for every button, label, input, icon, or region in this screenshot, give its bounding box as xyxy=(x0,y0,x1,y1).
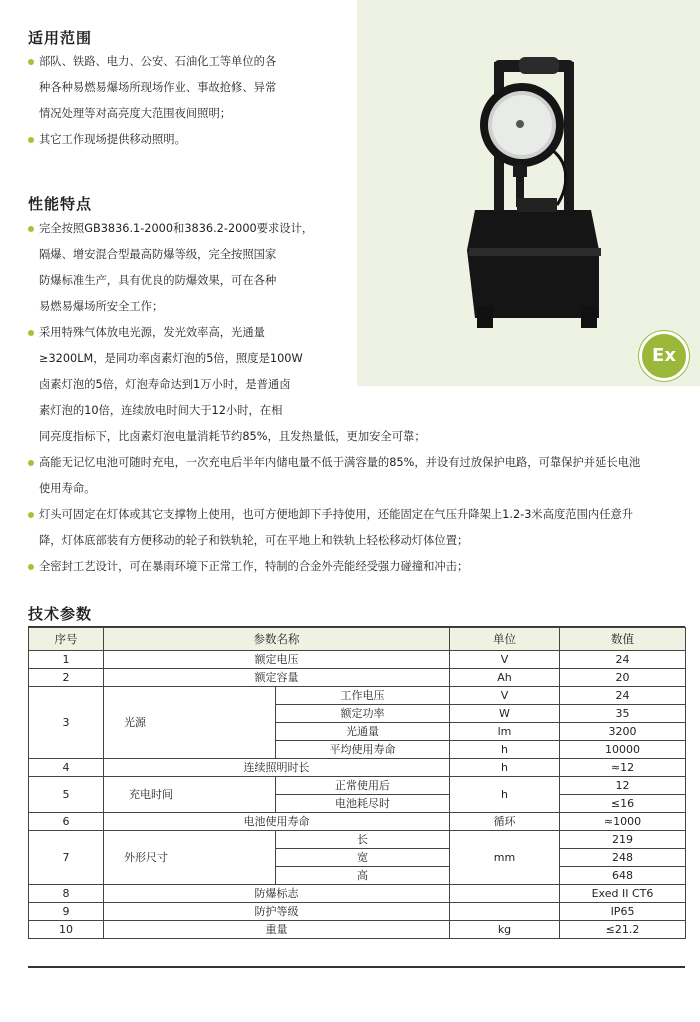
cell-no: 9 xyxy=(29,903,104,921)
bullet-icon xyxy=(28,564,34,570)
cell-value: 20 xyxy=(560,669,686,687)
feature-3-line-1: 高能无记忆电池可随时充电，一次充电后半年内储电量不低于满容量的85%，并设有过放保护电路，可靠保护并延长电池 xyxy=(39,456,641,469)
cell-unit: h xyxy=(450,759,560,777)
header-name: 参数名称 xyxy=(104,628,450,651)
feature-4-line-2: 降，灯体底部装有方便移动的轮子和铁轨轮，可在平地上和铁轨上轻松移动灯体位置； xyxy=(39,534,469,547)
cell-name: 防护等级 xyxy=(104,903,450,921)
cell-unit: 循环 xyxy=(450,813,560,831)
cell-name: 额定容量 xyxy=(104,669,450,687)
cell-value: 648 xyxy=(560,867,686,885)
cell-no: 6 xyxy=(29,813,104,831)
cell-value: ≈12 xyxy=(560,759,686,777)
feature-1-line-1: 完全按照GB3836.1-2000和3836.2-2000要求设计， xyxy=(39,222,314,235)
bullet-icon xyxy=(28,330,34,336)
ex-badge-label: Ex xyxy=(652,345,676,366)
cell-value: 12 xyxy=(560,777,686,795)
cell-unit: W xyxy=(450,705,560,723)
feature-2-line-2: ≥3200LM，是同功率卤素灯泡的5倍，照度是100W xyxy=(39,352,303,365)
cell-no: 8 xyxy=(29,885,104,903)
table-header-row xyxy=(29,628,686,651)
feature-1-line-4: 易燃易爆场所安全工作； xyxy=(39,300,164,313)
cell-unit: lm xyxy=(450,723,560,741)
table-row xyxy=(29,831,686,849)
cell-sub-name: 平均使用寿命 xyxy=(276,741,450,759)
feature-2-line-4: 素灯泡的10倍，连续放电时间大于12小时，在相 xyxy=(39,404,283,417)
scope-bullet-1-line-1: 部队、铁路、电力、公安、石油化工等单位的各 xyxy=(39,55,277,68)
table-row xyxy=(29,669,686,687)
cell-value: 35 xyxy=(560,705,686,723)
cell-unit xyxy=(450,903,560,921)
cell-no: 5 xyxy=(29,777,104,813)
cell-name: 额定电压 xyxy=(104,651,450,669)
cell-value: 3200 xyxy=(560,723,686,741)
scope-bullet-1-line-2: 种各种易燃易爆场所现场作业、事故抢修、异常 xyxy=(39,81,277,94)
bullet-icon xyxy=(28,460,34,466)
cell-group-name: 外形尺寸 xyxy=(104,831,276,885)
spec-table xyxy=(28,627,686,939)
cell-sub-name: 高 xyxy=(276,867,450,885)
features-heading: 性能特点 xyxy=(28,195,93,213)
cell-value: 219 xyxy=(560,831,686,849)
table-row xyxy=(29,759,686,777)
cell-sub-name: 额定功率 xyxy=(276,705,450,723)
feature-2-line-5: 同亮度指标下，比卤素灯泡电量消耗节约85%，且发热量低，更加安全可靠； xyxy=(39,430,426,443)
cell-unit: V xyxy=(450,651,560,669)
feature-2-line-3: 卤素灯泡的5倍，灯泡寿命达到1万小时，是普通卤 xyxy=(39,378,291,391)
table-row xyxy=(29,813,686,831)
feature-3-line-2: 使用寿命。 xyxy=(39,482,96,495)
header-value: 数值 xyxy=(560,628,686,651)
table-row xyxy=(29,921,686,939)
cell-sub-name: 宽 xyxy=(276,849,450,867)
table-row xyxy=(29,687,686,705)
specs-heading: 技术参数 xyxy=(28,605,93,623)
table-row xyxy=(29,651,686,669)
table-row xyxy=(29,885,686,903)
cell-name: 连续照明时长 xyxy=(104,759,450,777)
cell-value: 24 xyxy=(560,651,686,669)
cell-no: 3 xyxy=(29,687,104,759)
table-row xyxy=(29,777,686,795)
cell-value: ≤21.2 xyxy=(560,921,686,939)
cell-unit: V xyxy=(450,687,560,705)
scope-heading: 适用范围 xyxy=(28,29,93,47)
cell-group-name: 光源 xyxy=(104,687,276,759)
explosion-proof-lamp-image xyxy=(357,0,700,386)
bullet-icon xyxy=(28,59,34,65)
cell-name: 重量 xyxy=(104,921,450,939)
cell-group-name: 充电时间 xyxy=(104,777,276,813)
cell-sub-name: 电池耗尽时 xyxy=(276,795,450,813)
feature-5-line-1: 全密封工艺设计，可在暴雨环境下正常工作，特制的合金外壳能经受强力碰撞和冲击； xyxy=(39,560,469,573)
ex-badge xyxy=(639,331,689,381)
product-photo-panel xyxy=(357,0,700,386)
feature-2-line-1: 采用特殊气体放电光源，发光效率高，光通量 xyxy=(39,326,265,339)
feature-1-line-3: 防爆标准生产，具有优良的防爆效果，可在各种 xyxy=(39,274,277,287)
cell-value: 10000 xyxy=(560,741,686,759)
bullet-icon xyxy=(28,512,34,518)
cell-unit: kg xyxy=(450,921,560,939)
cell-value: ≈1000 xyxy=(560,813,686,831)
cell-unit: Ah xyxy=(450,669,560,687)
cell-unit: mm xyxy=(450,831,560,885)
cell-unit: h xyxy=(450,741,560,759)
cell-unit: h xyxy=(450,777,560,813)
cell-unit xyxy=(450,885,560,903)
cell-value: 248 xyxy=(560,849,686,867)
table-row xyxy=(29,903,686,921)
cell-no: 4 xyxy=(29,759,104,777)
bullet-icon xyxy=(28,226,34,232)
cell-sub-name: 工作电压 xyxy=(276,687,450,705)
scope-bullet-2-line-1: 其它工作现场提供移动照明。 xyxy=(39,133,186,146)
bullet-icon xyxy=(28,137,34,143)
cell-no: 10 xyxy=(29,921,104,939)
cell-sub-name: 光通量 xyxy=(276,723,450,741)
table-bottom-rule xyxy=(28,966,685,968)
cell-name: 电池使用寿命 xyxy=(104,813,450,831)
cell-sub-name: 正常使用后 xyxy=(276,777,450,795)
cell-value: ≤16 xyxy=(560,795,686,813)
cell-no: 7 xyxy=(29,831,104,885)
header-unit: 单位 xyxy=(450,628,560,651)
scope-bullet-1-line-3: 情况处理等对高亮度大范围夜间照明； xyxy=(39,107,232,120)
cell-no: 2 xyxy=(29,669,104,687)
cell-name: 防爆标志 xyxy=(104,885,450,903)
cell-value: IP65 xyxy=(560,903,686,921)
feature-1-line-2: 隔爆、增安混合型最高防爆等级，完全按照国家 xyxy=(39,248,277,261)
cell-no: 1 xyxy=(29,651,104,669)
cell-sub-name: 长 xyxy=(276,831,450,849)
cell-value: Exed II CT6 xyxy=(560,885,686,903)
feature-4-line-1: 灯头可固定在灯体或其它支撑物上使用，也可方便地卸下手持使用，还能固定在气压升降架上1.2-3米高度范围内任意升 xyxy=(39,508,634,521)
cell-value: 24 xyxy=(560,687,686,705)
header-no: 序号 xyxy=(29,628,104,651)
